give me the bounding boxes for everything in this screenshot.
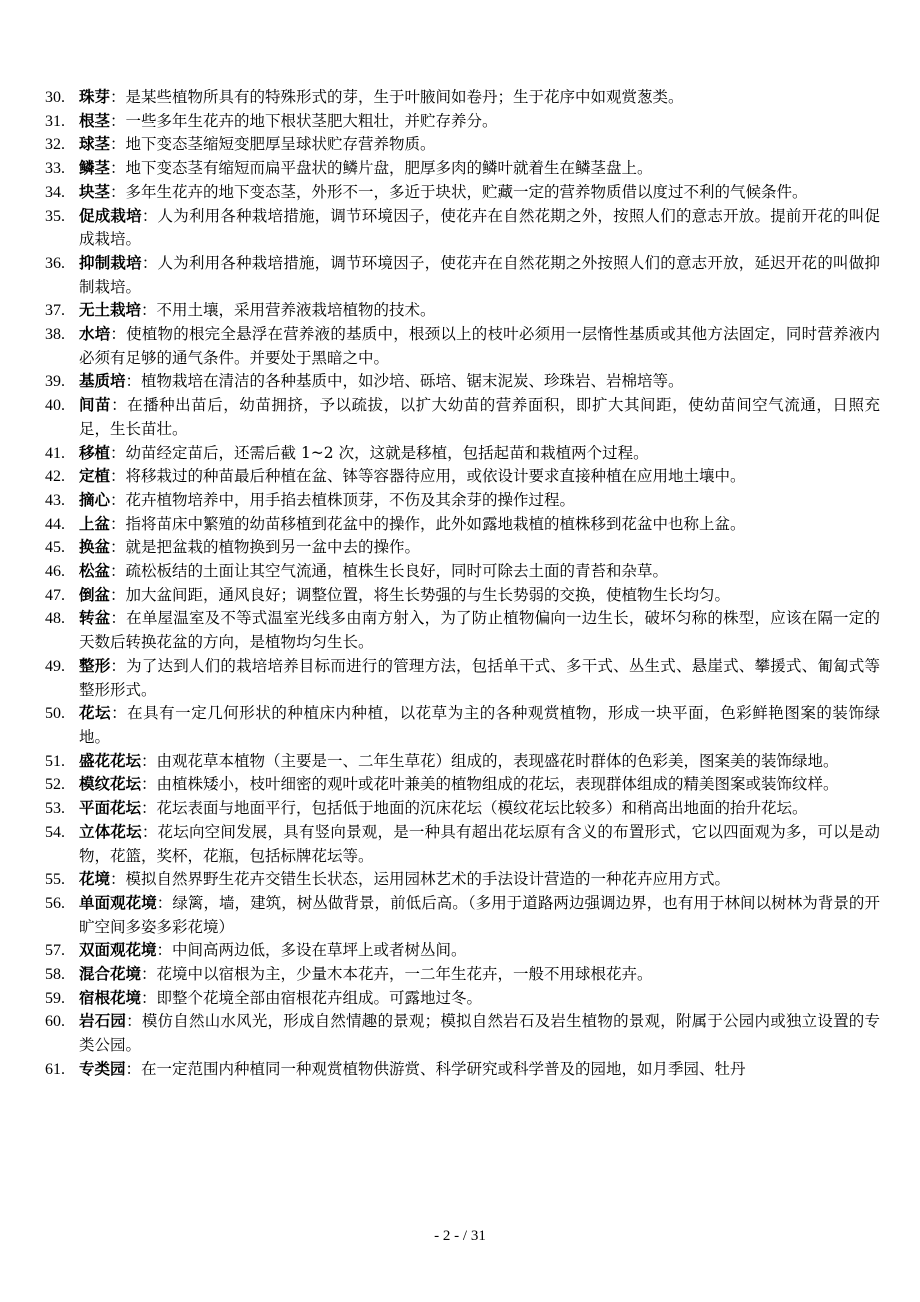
glossary-entry bbox=[45, 939, 880, 963]
entry-body bbox=[79, 892, 880, 939]
glossary-entry bbox=[45, 560, 880, 584]
entry-body bbox=[79, 560, 880, 584]
entry-body bbox=[79, 607, 880, 654]
entry-number: 38. bbox=[45, 326, 65, 344]
glossary-entry bbox=[45, 1058, 880, 1082]
entry-body bbox=[79, 252, 880, 299]
glossary-entry bbox=[45, 370, 880, 394]
entry-number: 59. bbox=[45, 989, 65, 1007]
entry-body bbox=[79, 773, 880, 797]
entry-number: 56. bbox=[45, 894, 65, 912]
entry-definition: ：花坛表面与地面平行，包括低于地面的沉床花坛（模纹花坛比较多）和稍高出地面的抬升花坛。 bbox=[141, 799, 808, 818]
entry-term: 抑制栽培 bbox=[79, 253, 142, 272]
entry-body bbox=[79, 1010, 880, 1057]
glossary-entry bbox=[45, 607, 880, 654]
entry-number: 54. bbox=[45, 823, 65, 841]
entry-number: 36. bbox=[45, 254, 65, 272]
entry-body bbox=[79, 370, 880, 394]
entry-number: 42. bbox=[45, 468, 65, 486]
entry-term: 整形 bbox=[79, 656, 111, 675]
entry-body bbox=[79, 394, 880, 441]
entry-definition: ：花坛向空间发展，具有竖向景观，是一种具有超出花坛原有含义的布置形式，它以四面观为多，可以是动物，花篮，奖杯，花瓶，包括标牌花坛等。 bbox=[79, 822, 880, 865]
entry-term: 混合花境 bbox=[79, 965, 142, 984]
entry-term: 珠芽 bbox=[79, 88, 111, 106]
glossary-list bbox=[45, 86, 880, 1082]
glossary-entry bbox=[45, 110, 880, 134]
entry-term: 块茎 bbox=[79, 182, 111, 201]
glossary-entry bbox=[45, 86, 880, 110]
entry-body bbox=[79, 939, 880, 963]
entry-body bbox=[79, 133, 880, 157]
entry-definition: ：花境中以宿根为主，少量木本花卉，一二年生花卉，一般不用球根花卉。 bbox=[141, 965, 653, 984]
entry-body bbox=[79, 110, 880, 134]
entry-number: 48. bbox=[45, 610, 65, 628]
entry-definition: ：加大盆间距，通风良好；调整位置，将生长势强的与生长势弱的交换，使植物生长均匀。 bbox=[110, 585, 731, 604]
page-number: - 2 - / 31 bbox=[434, 1228, 486, 1244]
entry-number: 35. bbox=[45, 207, 65, 225]
glossary-entry bbox=[45, 299, 880, 323]
entry-term: 移植 bbox=[79, 443, 111, 462]
entry-term: 转盆 bbox=[79, 609, 111, 628]
entry-definition: ：将移栽过的种苗最后种植在盆、钵等容器待应用，或依设计要求直接种植在应用地土壤中。 bbox=[110, 467, 746, 486]
entry-term: 专类园 bbox=[79, 1059, 126, 1078]
entry-definition: ：使植物的根完全悬浮在营养液的基质中，根颈以上的枝叶必须用一层惰性基质或其他方法固定，同时营养液内必须有足够的通气条件。并要处于黑暗之中。 bbox=[79, 325, 880, 367]
entry-term: 宿根花境 bbox=[79, 988, 142, 1007]
glossary-entry bbox=[45, 987, 880, 1011]
entry-definition: ：幼苗经定苗后，还需后截 1~2 次，这就是移植，包括起苗和栽植两个过程。 bbox=[110, 443, 649, 462]
entry-body bbox=[79, 821, 880, 868]
entry-definition: ：由观花草本植物（主要是一、二年生草花）组成的，表现盛花时群体的色彩美，图案美的装饰绿地。 bbox=[141, 751, 839, 770]
entry-number: 32. bbox=[45, 136, 65, 154]
entry-body bbox=[79, 797, 880, 821]
entry-definition: ：是某些植物所具有的特殊形式的芽，生于叶腋间如卷丹；生于花序中如观赏葱类。 bbox=[110, 88, 684, 106]
entry-body bbox=[79, 702, 880, 749]
entry-definition: ：模拟自然界野生花卉交错生长状态，运用园林艺术的手法设计营造的一种花卉应用方式。 bbox=[110, 870, 731, 889]
entry-number: 33. bbox=[45, 160, 65, 178]
entry-term: 换盆 bbox=[79, 538, 111, 557]
entry-term: 无土栽培 bbox=[79, 301, 142, 320]
entry-number: 43. bbox=[45, 491, 65, 509]
entry-term: 花境 bbox=[79, 870, 111, 889]
entry-number: 30. bbox=[45, 89, 65, 106]
entry-term: 水培 bbox=[79, 325, 111, 344]
glossary-entry bbox=[45, 797, 880, 821]
entry-body bbox=[79, 513, 880, 537]
entry-definition: ：在一定范围内种植同一种观赏植物供游赏、科学研究或科学普及的园地，如月季园、牡丹 bbox=[125, 1059, 746, 1078]
entry-body bbox=[79, 181, 880, 205]
entry-number: 58. bbox=[45, 966, 65, 984]
entry-body bbox=[79, 86, 880, 110]
entry-term: 岩石园 bbox=[79, 1012, 127, 1031]
glossary-entry bbox=[45, 963, 880, 987]
entry-definition: ：花卉植物培养中，用手掐去植株顶芽，不伤及其余芽的操作过程。 bbox=[110, 490, 576, 509]
entry-number: 46. bbox=[45, 563, 65, 581]
entry-number: 45. bbox=[45, 539, 65, 557]
entry-number: 49. bbox=[45, 657, 65, 675]
entry-definition: ：在播种出苗后，幼苗拥挤，予以疏拔，以扩大幼苗的营养面积，即扩大其间距，使幼苗间空气流通，日照充足，生长苗壮。 bbox=[79, 396, 880, 438]
entry-definition: ：一些多年生花卉的地下根状茎肥大粗壮，并贮存养分。 bbox=[110, 111, 498, 130]
entry-body bbox=[79, 489, 880, 513]
glossary-entry bbox=[45, 157, 880, 181]
entry-body bbox=[79, 584, 880, 608]
entry-definition: ：模仿自然山水风光，形成自然情趣的景观；模拟自然岩石及岩生植物的景观，附属于公园内或独立设置的专类公园。 bbox=[79, 1012, 880, 1055]
entry-term: 间苗 bbox=[79, 396, 112, 415]
entry-body bbox=[79, 750, 880, 774]
entry-number: 53. bbox=[45, 800, 65, 818]
glossary-entry bbox=[45, 773, 880, 797]
entry-term: 摘心 bbox=[79, 490, 111, 509]
entry-body bbox=[79, 987, 880, 1011]
entry-definition: ：在具有一定几何形状的种植床内种植，以花草为主的各种观赏植物，形成一块平面，色彩鲜艳图案的装饰绿地。 bbox=[79, 704, 880, 746]
entry-definition: ：疏松板结的土面让其空气流通，植株生长良好，同时可除去土面的青苔和杂草。 bbox=[110, 562, 669, 581]
entry-number: 50. bbox=[45, 705, 65, 723]
glossary-entry bbox=[45, 892, 880, 939]
entry-number: 34. bbox=[45, 183, 65, 201]
entry-body bbox=[79, 963, 880, 987]
glossary-entry bbox=[45, 394, 880, 441]
entry-body bbox=[79, 868, 880, 892]
entry-term: 促成栽培 bbox=[79, 206, 142, 225]
entry-term: 基质培 bbox=[79, 372, 126, 391]
entry-body bbox=[79, 655, 880, 702]
glossary-entry bbox=[45, 323, 880, 370]
entry-definition: ：人为利用各种栽培措施，调节环境因子，使花卉在自然花期之外，按照人们的意志开放。提前开花的叫促成栽培。 bbox=[79, 206, 880, 249]
entry-definition: ：由植株矮小，枝叶细密的观叶或花叶兼美的植物组成的花坛，表现群体组成的精美图案或装饰纹样。 bbox=[141, 775, 839, 794]
entry-definition: ：不用土壤，采用营养液栽培植物的技术。 bbox=[141, 301, 436, 320]
glossary-entry bbox=[45, 655, 880, 702]
entry-definition: ：为了达到人们的栽培培养目标而进行的管理方法，包括单干式、多干式、丛生式、悬崖式、攀援式、匍匐式等整形形式。 bbox=[79, 656, 880, 699]
entry-definition: ：地下变态茎有缩短而扁平盘状的鳞片盘，肥厚多肉的鳞叶就着生在鳞茎盘上。 bbox=[110, 159, 653, 178]
glossary-entry bbox=[45, 513, 880, 537]
glossary-entry bbox=[45, 133, 880, 157]
entry-term: 双面观花境 bbox=[79, 941, 157, 960]
glossary-entry bbox=[45, 750, 880, 774]
glossary-entry bbox=[45, 181, 880, 205]
entry-body bbox=[79, 323, 880, 370]
entry-definition: ：多年生花卉的地下变态茎，外形不一，多近于块状，贮藏一定的营养物质借以度过不利的气候条件。 bbox=[110, 182, 808, 201]
glossary-entry bbox=[45, 489, 880, 513]
entry-term: 立体花坛 bbox=[79, 822, 142, 841]
entry-term: 花坛 bbox=[79, 704, 112, 723]
entry-body bbox=[79, 536, 880, 560]
entry-number: 31. bbox=[45, 112, 65, 130]
glossary-entry bbox=[45, 821, 880, 868]
entry-number: 41. bbox=[45, 444, 65, 462]
glossary-entry bbox=[45, 868, 880, 892]
entry-term: 根茎 bbox=[79, 111, 111, 130]
entry-body bbox=[79, 205, 880, 252]
entry-definition: ：人为利用各种栽培措施，调节环境因子，使花卉在自然花期之外按照人们的意志开放，延迟开花的叫做抑制栽培。 bbox=[79, 253, 880, 296]
entry-number: 39. bbox=[45, 373, 65, 391]
glossary-entry bbox=[45, 702, 880, 749]
glossary-entry bbox=[45, 205, 880, 252]
glossary-entry bbox=[45, 442, 880, 466]
glossary-entry bbox=[45, 465, 880, 489]
entry-term: 上盆 bbox=[79, 514, 111, 533]
entry-definition: ：就是把盆栽的植物换到另一盆中去的操作。 bbox=[110, 538, 421, 557]
glossary-entry bbox=[45, 252, 880, 299]
entry-definition: ：指将苗床中繁殖的幼苗移植到花盆中的操作，此外如露地栽植的植株移到花盆中也称上盆。 bbox=[110, 514, 746, 533]
entry-body bbox=[79, 1058, 880, 1082]
entry-definition: ：地下变态茎缩短变肥厚呈球状贮存营养物质。 bbox=[110, 135, 436, 154]
entry-term: 平面花坛 bbox=[79, 799, 142, 818]
entry-definition: ：绿篱，墙，建筑，树丛做背景，前低后高。（多用于道路两边强调边界，也有用于林间以树林为背景的开旷空间多姿多彩花境） bbox=[79, 893, 880, 936]
entry-definition: ：植物栽培在清洁的各种基质中，如沙培、砾培、锯末泥炭、珍珠岩、岩棉培等。 bbox=[125, 372, 684, 391]
glossary-entry bbox=[45, 1010, 880, 1057]
entry-number: 52. bbox=[45, 776, 65, 794]
entry-number: 44. bbox=[45, 515, 65, 533]
entry-number: 61. bbox=[45, 1060, 65, 1078]
entry-number: 57. bbox=[45, 942, 65, 960]
entry-term: 盛花花坛 bbox=[79, 751, 142, 770]
entry-term: 球茎 bbox=[79, 135, 111, 154]
entry-term: 单面观花境 bbox=[79, 893, 157, 912]
entry-number: 60. bbox=[45, 1013, 65, 1031]
entry-term: 松盆 bbox=[79, 562, 111, 581]
entry-term: 鳞茎 bbox=[79, 159, 111, 178]
entry-definition: ：在单屋温室及不等式温室光线多由南方射入，为了防止植物偏向一边生长，破坏匀称的株型，应该在隔一定的天数后转换花盆的方向，是植物均匀生长。 bbox=[79, 609, 880, 652]
glossary-entry bbox=[45, 584, 880, 608]
entry-body bbox=[79, 299, 880, 323]
glossary-entry bbox=[45, 536, 880, 560]
entry-term: 倒盆 bbox=[79, 585, 111, 604]
entry-number: 55. bbox=[45, 871, 65, 889]
entry-number: 47. bbox=[45, 586, 65, 604]
entry-number: 40. bbox=[45, 397, 65, 415]
entry-definition: ：即整个花境全部由宿根花卉组成。可露地过冬。 bbox=[141, 988, 483, 1007]
entry-number: 51. bbox=[45, 752, 65, 770]
entry-definition: ：中间高两边低，多设在草坪上或者树丛间。 bbox=[156, 941, 467, 960]
entry-term: 模纹花坛 bbox=[79, 775, 142, 794]
entry-body bbox=[79, 157, 880, 181]
entry-number: 37. bbox=[45, 302, 65, 320]
entry-body bbox=[79, 465, 880, 489]
entry-body bbox=[79, 442, 880, 466]
entry-term: 定植 bbox=[79, 467, 111, 486]
